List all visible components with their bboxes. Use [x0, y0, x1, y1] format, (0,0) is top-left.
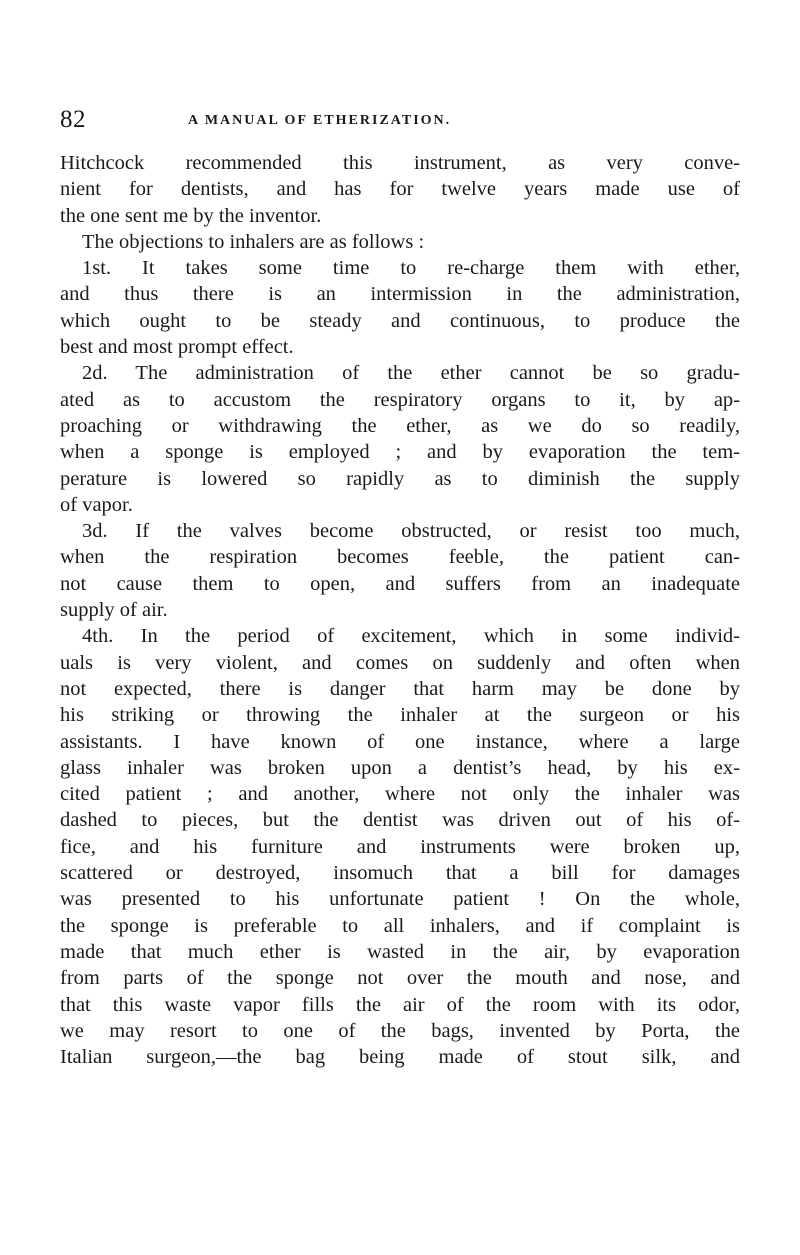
text-line: fice, and his furniture and instruments were broken up,	[60, 835, 740, 858]
text-line: best and most prompt effect.	[60, 336, 294, 359]
page-header	[60, 106, 740, 134]
text-line: uals is very violent, and comes on suddenly and often when	[60, 651, 740, 674]
text-line: nient for dentists, and has for twelve years made use of	[60, 178, 740, 201]
running-head: A MANUAL OF ETHERIZATION.	[188, 113, 452, 128]
text-line: and thus there is an intermission in the administration,	[60, 283, 740, 306]
text-line: of vapor.	[60, 493, 133, 516]
text-line: perature is lowered so rapidly as to diminish the supply	[60, 467, 740, 490]
body-text	[60, 150, 740, 1070]
text-line: scattered or destroyed, insomuch that a bill for damages	[60, 862, 740, 885]
text-line: not cause them to open, and suffers from an inadequate	[60, 572, 740, 595]
text-line: proaching or withdrawing the ether, as we do so readily,	[60, 414, 740, 437]
text-line: we may resort to one of the bags, invented by Porta, the	[60, 1019, 740, 1042]
text-line: 4th. In the period of excitement, which in some individ-	[82, 625, 740, 648]
text-line: which ought to be steady and continuous, to produce the	[60, 309, 740, 332]
text-line: that this waste vapor fills the air of the room with its odor,	[60, 993, 740, 1016]
text-line: 2d. The administration of the ether cannot be so gradu-	[82, 362, 740, 385]
text-line: his striking or throwing the inhaler at the surgeon or his	[60, 704, 740, 727]
text-line: the one sent me by the inventor.	[60, 204, 322, 227]
text-line: 1st. It takes some time to re-charge them with ether,	[82, 257, 740, 280]
text-line: made that much ether is wasted in the air, by evaporation	[60, 940, 740, 963]
text-line: from parts of the sponge not over the mouth and nose, and	[60, 967, 740, 990]
text-line: when the respiration becomes feeble, the patient can-	[60, 546, 740, 569]
text-line: Hitchcock recommended this instrument, as very conve-	[60, 152, 740, 174]
text-line: 3d. If the valves become obstructed, or resist too much,	[82, 520, 740, 543]
text-line: when a sponge is employed ; and by evaporation the tem-	[60, 441, 740, 464]
text-line: Italian surgeon,—the bag being made of stout silk, and	[60, 1046, 740, 1069]
text-line: the sponge is preferable to all inhalers, and if complaint is	[60, 914, 740, 937]
text-line: assistants. I have known of one instance, where a large	[60, 730, 740, 753]
text-line: glass inhaler was broken upon a dentist’s head, by his ex-	[60, 756, 740, 779]
text-line: cited patient ; and another, where not only the inhaler was	[60, 783, 740, 806]
text-line: The objections to inhalers are as follows :	[82, 230, 425, 253]
text-line: ated as to accustom the respiratory organs to it, by ap-	[60, 388, 740, 411]
text-line: was presented to his unfortunate patient ! On the whole,	[60, 888, 740, 911]
text-line: dashed to pieces, but the dentist was driven out of his of-	[60, 809, 740, 832]
text-line: not expected, there is danger that harm may be done by	[60, 677, 740, 700]
text-line: supply of air.	[60, 599, 168, 622]
page-number: 82	[60, 106, 86, 133]
